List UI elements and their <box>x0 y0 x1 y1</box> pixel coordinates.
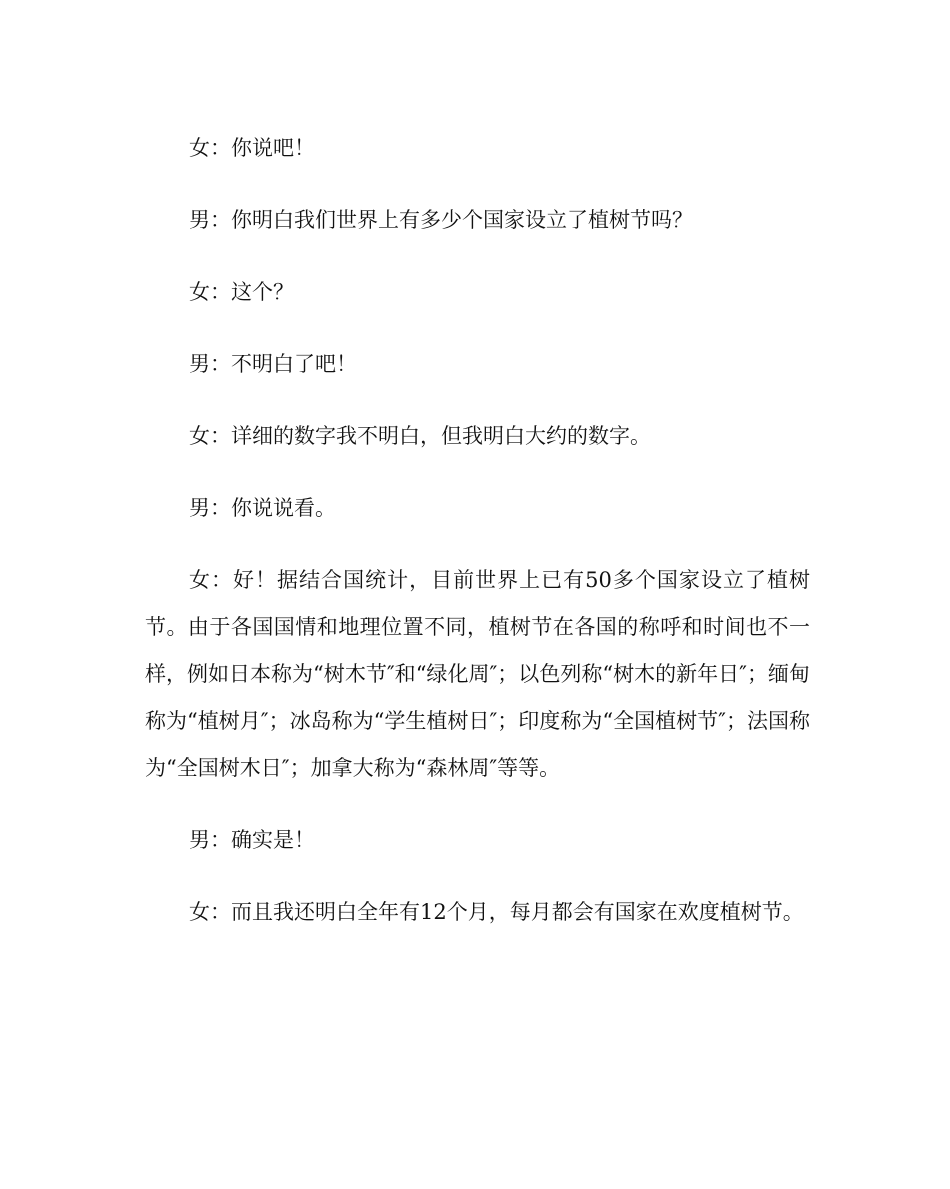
dialogue-line: 女：详细的数字我不明白，但我明白大约的数字。 <box>189 424 651 448</box>
dialogue-line: 男：你明白我们世界上有多少个国家设立了植树节吗？ <box>189 208 693 232</box>
document-body <box>145 125 810 961</box>
dialogue-line: 女：而且我还明白全年有12个月，每月都会有国家在欢度植树节。 <box>189 900 804 924</box>
dialogue-line: 男：不明白了吧！ <box>189 352 357 376</box>
dialogue-line: 女：这个？ <box>189 280 294 304</box>
dialogue-line: 女：你说吧！ <box>189 136 315 160</box>
dialogue-line: 女：好！据结合国统计，目前世界上已有50多个国家设立了植树节。由于各国国情和地理位置不同，植树节在各国的称呼和时间也不一样，例如日本称为“树木节″和“绿化周″；以色列称“树木的新年日″；缅甸称为“植树月″；冰岛称为“学生植树日″；印度称为“全国植树节″；法国称为“全国树木日″；加拿大称为“森林周″等等。 <box>145 568 810 780</box>
dialogue-line: 男：你说说看。 <box>189 496 336 520</box>
dialogue-line: 男：确实是！ <box>189 828 315 852</box>
